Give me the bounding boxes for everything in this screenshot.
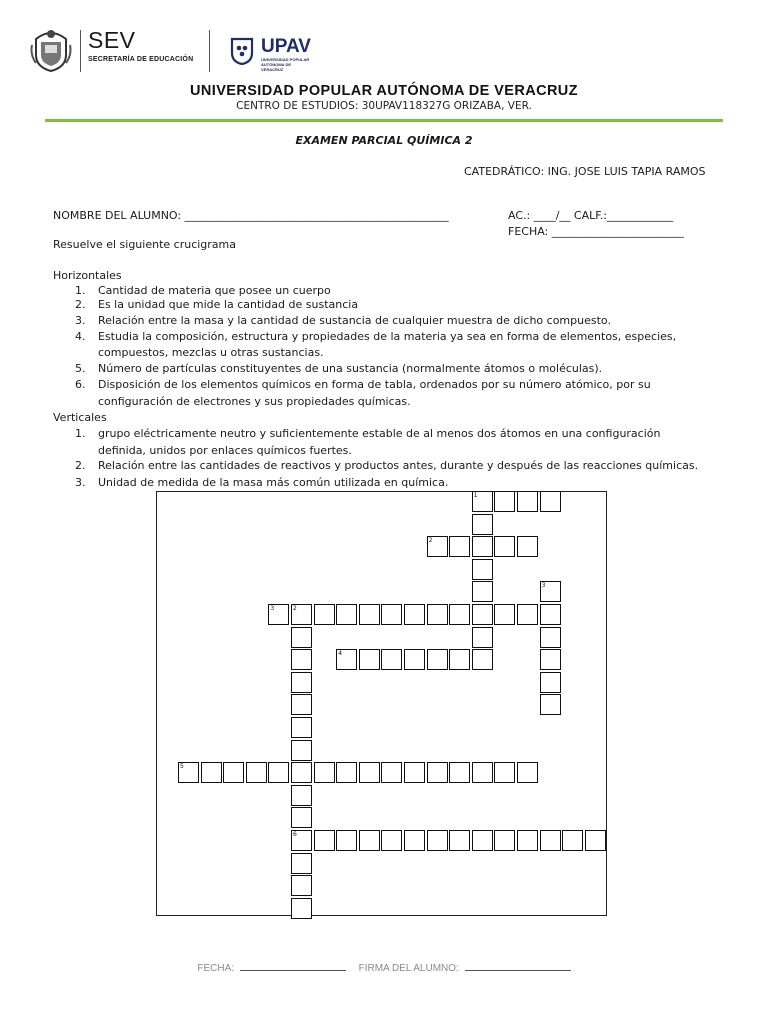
sev-subtitle: SECRETARÍA DE EDUCACIÓN xyxy=(88,56,194,63)
crossword-cell[interactable] xyxy=(291,762,312,783)
clue-text: Número de partículas constituyentes de una sustancia (normalmente átomos o moléculas). xyxy=(98,362,603,375)
crossword-cell[interactable] xyxy=(427,830,448,851)
crossword-cell[interactable] xyxy=(449,762,470,783)
crossword-cell[interactable] xyxy=(291,740,312,761)
clue-number: 1. xyxy=(75,284,86,297)
crossword-cell[interactable] xyxy=(314,830,335,851)
exam-title: EXAMEN PARCIAL QUÍMICA 2 xyxy=(295,134,473,147)
crossword-cell[interactable] xyxy=(291,694,312,715)
crossword-cell[interactable] xyxy=(246,762,267,783)
crossword-cell[interactable] xyxy=(404,649,425,670)
crossword-cell[interactable] xyxy=(449,604,470,625)
crossword-cell[interactable] xyxy=(291,649,312,670)
clue-text: compuestos, mezclas u otras sustancias. xyxy=(98,346,324,359)
upav-subtitle-1: UNIVERSIDAD POPULAR xyxy=(261,57,310,62)
crossword-cell[interactable] xyxy=(291,785,312,806)
verticales-heading: Verticales xyxy=(53,411,107,424)
crossword-cell[interactable] xyxy=(517,604,538,625)
crossword-cell[interactable] xyxy=(472,762,493,783)
crossword-cell[interactable] xyxy=(404,604,425,625)
crossword-cell[interactable] xyxy=(404,762,425,783)
instruction-text: Resuelve el siguiente crucigrama xyxy=(53,238,236,251)
crossword-clue-number: 2 xyxy=(428,537,433,545)
horizontales-heading: Horizontales xyxy=(53,269,122,282)
crossword-cell[interactable] xyxy=(472,649,493,670)
crossword-cell[interactable] xyxy=(381,762,402,783)
crossword-cell[interactable] xyxy=(494,491,515,512)
upav-shield-icon xyxy=(230,37,254,65)
crossword-cell[interactable] xyxy=(517,491,538,512)
clue-number: 5. xyxy=(75,362,86,375)
crossword-cell[interactable] xyxy=(472,604,493,625)
crossword-cell[interactable] xyxy=(540,491,561,512)
crossword-cell[interactable] xyxy=(562,830,583,851)
crossword-cell[interactable] xyxy=(540,627,561,648)
crossword-cell[interactable] xyxy=(540,672,561,693)
crossword-cell[interactable] xyxy=(336,604,357,625)
footer-date-label: FECHA: xyxy=(197,963,235,974)
crossword-cell[interactable] xyxy=(449,536,470,557)
crossword-cell[interactable] xyxy=(494,536,515,557)
header-accent-rule xyxy=(45,119,723,122)
crossword-cell[interactable] xyxy=(381,649,402,670)
footer-signature-line[interactable] xyxy=(465,970,571,971)
crossword-cell[interactable] xyxy=(336,830,357,851)
clue-text: Es la unidad que mide la cantidad de sustancia xyxy=(98,298,359,311)
crossword-cell[interactable] xyxy=(336,762,357,783)
crossword-cell[interactable] xyxy=(494,830,515,851)
crossword-clue-number: 3 xyxy=(270,605,275,612)
signature-footer xyxy=(0,963,768,974)
crossword-cell[interactable] xyxy=(517,762,538,783)
crossword-cell[interactable] xyxy=(472,830,493,851)
crossword-clue-number: 5 xyxy=(180,763,184,771)
clue-text: configuración de electrones y sus propiedades químicas. xyxy=(98,395,411,408)
ac-calf-field[interactable]: AC.: ____/__ CALF.:____________ xyxy=(508,209,674,222)
footer-date-line[interactable] xyxy=(240,970,346,971)
clue-text: Relación entre la masa y la cantidad de sustancia de cualquier muestra de dicho compuesto. xyxy=(98,314,611,327)
clue-text: Estudia la composición, estructura y propiedades de la materia ya sea en forma de elementos, especies, xyxy=(98,330,677,343)
crossword-cell[interactable] xyxy=(494,762,515,783)
crossword-cell[interactable] xyxy=(381,604,402,625)
crossword-cell[interactable] xyxy=(381,830,402,851)
crossword-cell[interactable] xyxy=(291,717,312,738)
crossword-cell[interactable] xyxy=(223,762,244,783)
crossword-cell[interactable] xyxy=(314,604,335,625)
crossword-cell[interactable] xyxy=(291,627,312,648)
crossword-cell[interactable] xyxy=(359,649,380,670)
sev-title: SEV xyxy=(88,27,136,53)
crossword-cell[interactable] xyxy=(517,830,538,851)
crossword-cell[interactable] xyxy=(472,514,493,535)
header-divider xyxy=(209,30,210,72)
crossword-cell[interactable] xyxy=(291,672,312,693)
crossword-clue-number: 6 xyxy=(293,831,297,838)
crossword-cell[interactable] xyxy=(359,604,380,625)
crossword-cell[interactable] xyxy=(404,830,425,851)
crossword-cell[interactable] xyxy=(359,830,380,851)
professor-line: CATEDRÁTICO: ING. JOSE LUIS TAPIA RAMOS xyxy=(464,165,706,178)
crossword-cell[interactable] xyxy=(472,581,493,602)
clue-number: 1. xyxy=(75,427,86,440)
clue-number: 6. xyxy=(75,378,86,391)
crossword-cell[interactable] xyxy=(540,694,561,715)
clue-text: definida, unidos por enlaces químicos fuertes. xyxy=(98,444,352,457)
crossword-cell[interactable] xyxy=(449,830,470,851)
crossword-clue-number: 1 xyxy=(473,492,478,499)
study-center: CENTRO DE ESTUDIOS: 30UPAV118327G ORIZABA, VER. xyxy=(236,100,532,112)
crossword-cell[interactable] xyxy=(314,762,335,783)
crossword-cell[interactable] xyxy=(449,649,470,670)
crossword-clue-number: 2 xyxy=(293,605,297,612)
crossword-cell[interactable] xyxy=(472,627,493,648)
clue-text: Cantidad de materia que posee un cuerpo xyxy=(98,284,331,297)
upav-subtitle-2: AUTÓNOMA DE VERACRUZ xyxy=(261,62,292,72)
university-name: UNIVERSIDAD POPULAR AUTÓNOMA DE VERACRUZ xyxy=(190,83,578,99)
crossword-cell[interactable] xyxy=(291,853,312,874)
crossword-cell[interactable] xyxy=(472,536,493,557)
crossword-cell[interactable] xyxy=(427,649,448,670)
clue-text: Unidad de medida de la masa más común utilizada en química. xyxy=(98,476,449,489)
clue-text: grupo eléctricamente neutro y suficientemente estable de al menos dos átomos en una configuración xyxy=(98,427,661,440)
crossword-cell[interactable] xyxy=(540,830,561,851)
clue-number: 3. xyxy=(75,476,86,489)
crossword-cell[interactable] xyxy=(517,536,538,557)
date-field[interactable]: FECHA: ________________________ xyxy=(508,225,684,238)
crossword-cell[interactable] xyxy=(472,559,493,580)
clue-number: 4. xyxy=(75,330,86,343)
crossword-cell[interactable] xyxy=(201,762,222,783)
crossword-cell[interactable] xyxy=(494,604,515,625)
crossword-clue-number: 3 xyxy=(541,582,546,590)
crossword-cell[interactable] xyxy=(359,762,380,783)
crossword-clue-number: 4 xyxy=(338,650,343,658)
sev-logo xyxy=(88,28,193,63)
crossword-cell[interactable] xyxy=(585,830,606,851)
crossword-cell[interactable] xyxy=(268,762,289,783)
crossword-cell[interactable] xyxy=(291,807,312,828)
crossword-cell[interactable] xyxy=(540,649,561,670)
upav-title: UPAV xyxy=(261,36,311,57)
clue-number: 2. xyxy=(75,459,86,472)
footer-signature-label: FIRMA DEL ALUMNO: xyxy=(358,963,459,974)
clue-text: Disposición de los elementos químicos en forma de tabla, ordenados por su número atómico, por su xyxy=(98,378,651,391)
crossword-cell[interactable] xyxy=(291,898,312,919)
veracruz-coat-of-arms-logo xyxy=(30,25,72,73)
student-name-field[interactable]: NOMBRE DEL ALUMNO: ________________________________________________ xyxy=(53,209,449,222)
crossword-cell[interactable] xyxy=(427,604,448,625)
crossword-cell[interactable] xyxy=(427,762,448,783)
clue-text: Relación entre las cantidades de reactivos y productos antes, durante y después de las reacciones químicas. xyxy=(98,459,699,472)
header-divider xyxy=(80,30,81,72)
clue-number: 3. xyxy=(75,314,86,327)
crossword-cell[interactable] xyxy=(291,875,312,896)
crossword-cell[interactable] xyxy=(540,604,561,625)
clue-number: 2. xyxy=(75,298,86,311)
